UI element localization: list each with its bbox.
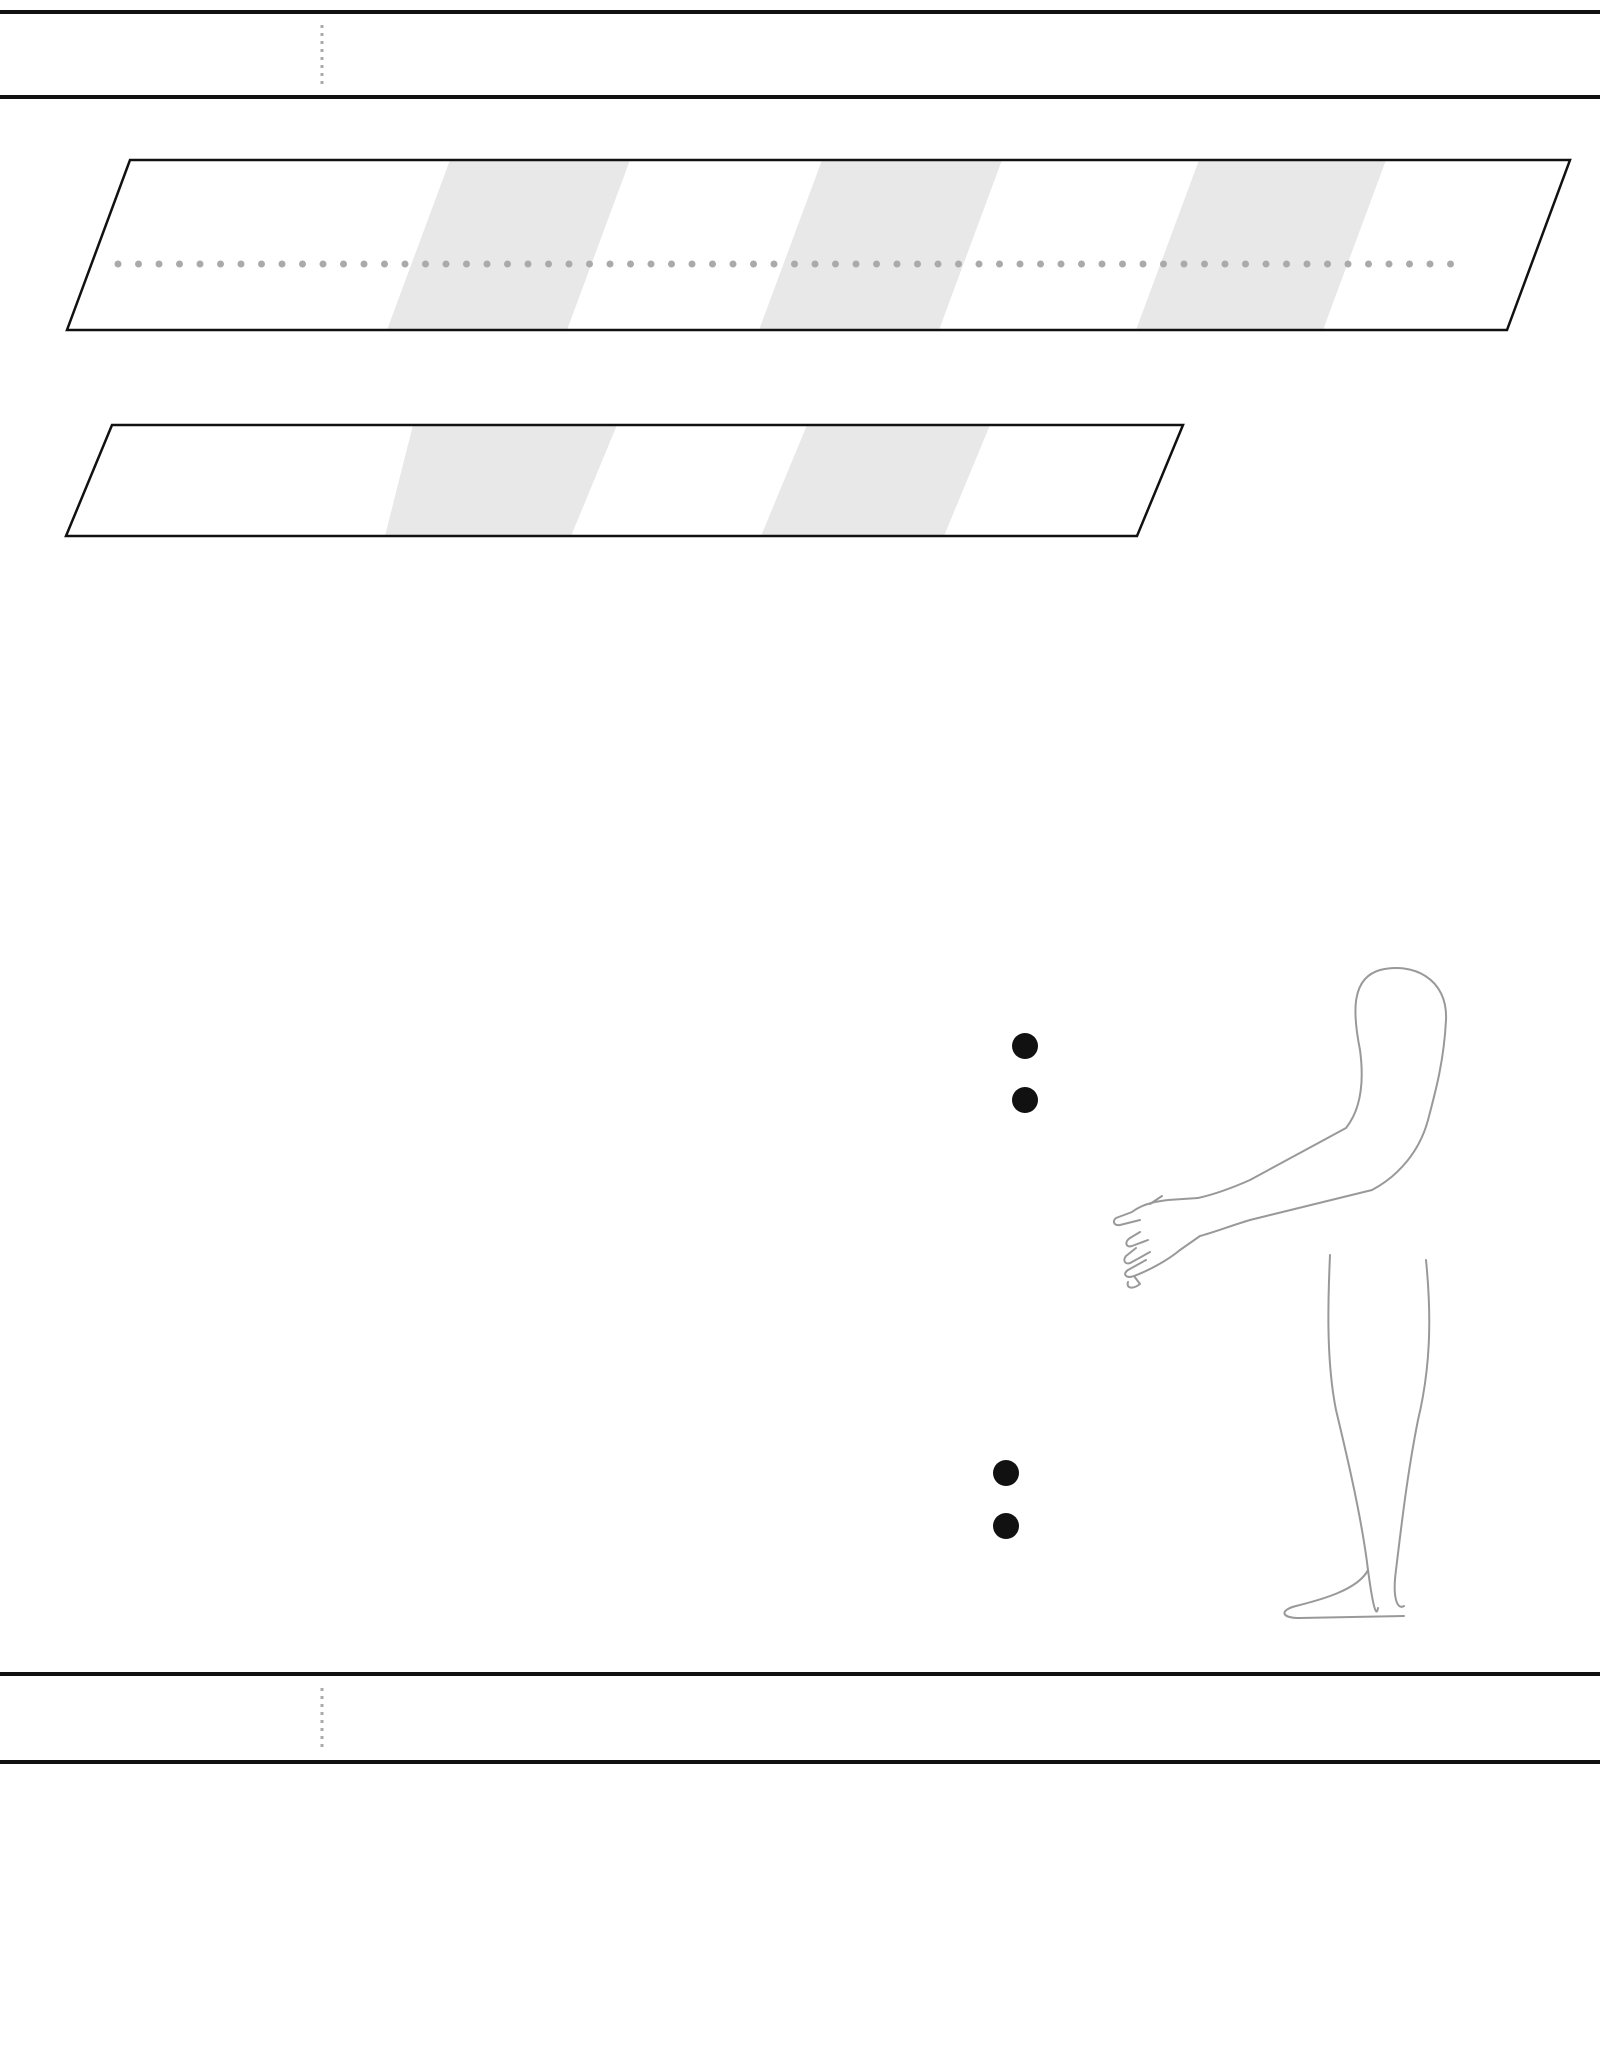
divider-dot (1119, 261, 1126, 268)
divider-dot (1242, 261, 1249, 268)
divider-dot (176, 261, 183, 268)
divider-dot (996, 261, 1003, 268)
divider-dot (443, 261, 450, 268)
divider-dot (463, 261, 470, 268)
leg-illustration (1284, 1255, 1429, 1618)
divider-dot (1222, 261, 1229, 268)
divider-dot (135, 261, 142, 268)
divider-dot (976, 261, 983, 268)
elbow-pads-instructions (1012, 1033, 1038, 1113)
divider-dot (1078, 261, 1085, 268)
divider-dot (1017, 261, 1024, 268)
divider-dot (873, 261, 880, 268)
divider-dot (402, 261, 409, 268)
divider-dot (1201, 261, 1208, 268)
divider-dot (832, 261, 839, 268)
divider-dot (1160, 261, 1167, 268)
page-footer (0, 1674, 1600, 1762)
divider-dot (853, 261, 860, 268)
divider-dot (1386, 261, 1393, 268)
divider-dot (648, 261, 655, 268)
divider-dot (1140, 261, 1147, 268)
divider-dot (484, 261, 491, 268)
divider-dot (914, 261, 921, 268)
divider-dot (422, 261, 429, 268)
divider-dot (771, 261, 778, 268)
divider-dot (1037, 261, 1044, 268)
divider-dot (545, 261, 552, 268)
divider-dot (894, 261, 901, 268)
divider-dot (1345, 261, 1352, 268)
divider-dot (299, 261, 306, 268)
divider-dot (709, 261, 716, 268)
divider-dot (525, 261, 532, 268)
junior-helmet-section (0, 0, 1183, 536)
divider-dot (504, 261, 511, 268)
divider-dot (586, 261, 593, 268)
divider-dot (1099, 261, 1106, 268)
divider-dot (607, 261, 614, 268)
divider-dot (791, 261, 798, 268)
divider-dot (750, 261, 757, 268)
knee-pads-instructions (993, 1460, 1019, 1539)
divider-dot (812, 261, 819, 268)
divider-dot (1181, 261, 1188, 268)
divider-dot (1427, 261, 1434, 268)
divider-dot (361, 261, 368, 268)
divider-dot (381, 261, 388, 268)
helmet-sizing-section (0, 0, 1570, 330)
divider-dot (566, 261, 573, 268)
divider-dot (1406, 261, 1413, 268)
divider-dot (238, 261, 245, 268)
divider-dot (340, 261, 347, 268)
divider-dot (1324, 261, 1331, 268)
divider-dot (217, 261, 224, 268)
divider-dot (1447, 261, 1454, 268)
divider-dot (156, 261, 163, 268)
divider-dot (258, 261, 265, 268)
divider-dot (279, 261, 286, 268)
divider-dot (1304, 261, 1311, 268)
divider-dot (627, 261, 634, 268)
divider-dot (197, 261, 204, 268)
divider-dot (1283, 261, 1290, 268)
divider-dot (668, 261, 675, 268)
divider-dot (955, 261, 962, 268)
divider-dot (115, 261, 122, 268)
divider-dot (1058, 261, 1065, 268)
divider-dot (935, 261, 942, 268)
page-header (0, 12, 1600, 97)
arm-illustration (1114, 968, 1446, 1288)
divider-dot (730, 261, 737, 268)
divider-dot (1365, 261, 1372, 268)
divider-dot (689, 261, 696, 268)
divider-dot (320, 261, 327, 268)
divider-dot (1263, 261, 1270, 268)
